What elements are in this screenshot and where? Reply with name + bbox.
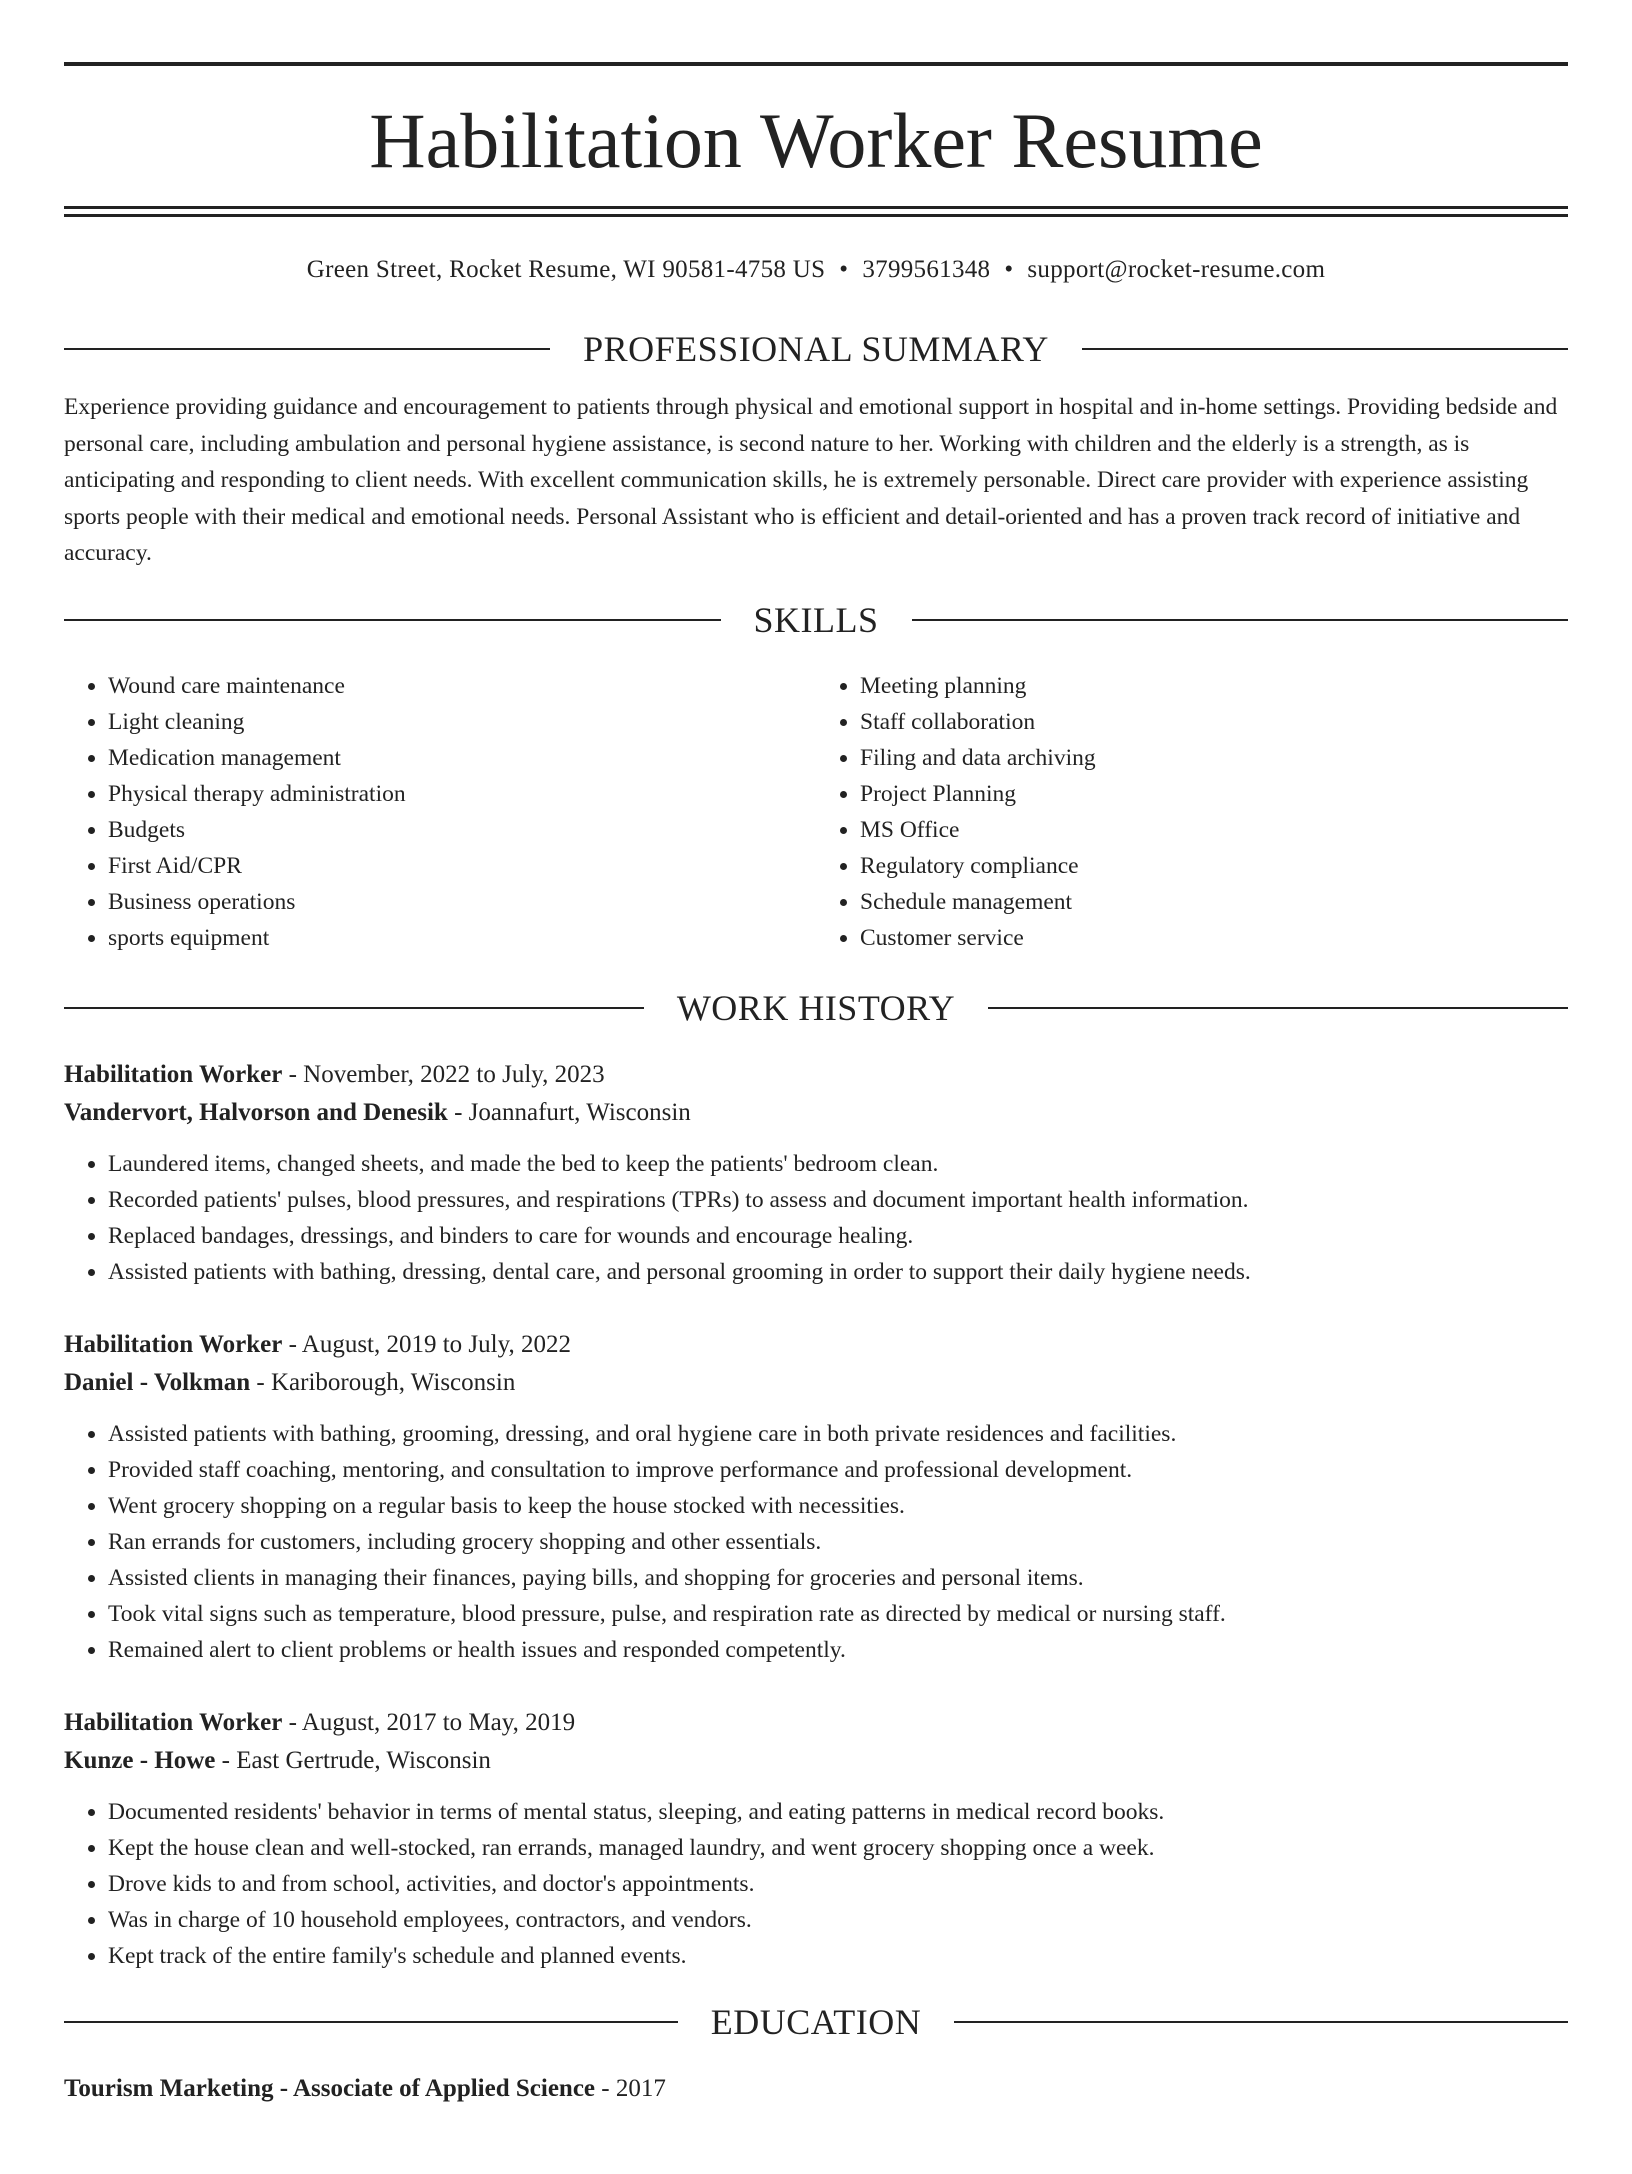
job-bullets [64, 1416, 1568, 1668]
resume-page [0, 62, 1632, 2174]
heading-rule [64, 2021, 678, 2023]
contact-line [64, 253, 1568, 287]
section-title: WORK HISTORY [676, 987, 956, 1028]
job-bullet: • Went grocery shopping on a regular basis to keep the house stocked with necessities. [108, 1488, 1568, 1524]
job-location: - East Gertrude, Wisconsin [215, 1746, 491, 1774]
skills-list-right [816, 668, 1568, 956]
skill-item: • Customer service [860, 920, 1568, 956]
skill-item: • Filing and data archiving [860, 740, 1568, 776]
job-employer-line [64, 1742, 1568, 1780]
job-bullet: • Drove kids to and from school, activities, and doctor's appointments. [108, 1866, 1568, 1902]
job-title-line [64, 1704, 1568, 1742]
skill-item: • Business operations [108, 884, 816, 920]
job-bullet: • Replaced bandages, dressings, and binders to care for wounds and encourage healing. [108, 1218, 1568, 1254]
job-employer: Vandervort, Halvorson and Denesik [64, 1098, 448, 1126]
skill-item: • First Aid/CPR [108, 848, 816, 884]
heading-rule [64, 1007, 644, 1009]
job-title-line [64, 1326, 1568, 1364]
skill-item: • Light cleaning [108, 704, 816, 740]
skill-item: • sports equipment [108, 920, 816, 956]
section-heading-education [64, 2000, 1568, 2044]
job-bullet: • Recorded patients' pulses, blood pressures, and respirations (TPRs) to assess and document important health information. [108, 1182, 1568, 1218]
skill-item: • Regulatory compliance [860, 848, 1568, 884]
job-dates: - August, 2017 to May, 2019 [282, 1708, 576, 1736]
section-title: PROFESSIONAL SUMMARY [583, 329, 1049, 369]
skill-item: • Medication management [108, 740, 816, 776]
title-double-rule [64, 206, 1568, 217]
job-bullet: • Provided staff coaching, mentoring, and consultation to improve performance and professional development. [108, 1452, 1568, 1488]
contact-separator: • [1004, 256, 1014, 283]
job-entry [64, 1056, 1568, 1290]
heading-rule [64, 348, 550, 350]
job-bullet: • Assisted clients in managing their finances, paying bills, and shopping for groceries and personal items. [108, 1560, 1568, 1596]
skill-item: • Physical therapy administration [108, 776, 816, 812]
section-heading-summary [64, 327, 1568, 371]
skill-item: • Wound care maintenance [108, 668, 816, 704]
skills-columns [64, 668, 1568, 956]
heading-rule [988, 1007, 1568, 1009]
skill-item: • Project Planning [860, 776, 1568, 812]
heading-rule [1082, 348, 1568, 350]
job-title-line [64, 1056, 1568, 1094]
education-entry [64, 2070, 1568, 2108]
section-heading-skills [64, 598, 1568, 642]
contact-email: support@rocket-resume.com [1027, 256, 1326, 283]
contact-separator: • [839, 256, 849, 283]
job-dates: - August, 2019 to July, 2022 [282, 1330, 571, 1358]
job-title: Habilitation Worker [64, 1060, 283, 1088]
top-rule [64, 62, 1568, 66]
job-dates: - November, 2022 to July, 2023 [282, 1060, 605, 1088]
section-title: EDUCATION [710, 2001, 922, 2042]
heading-rule [954, 2021, 1568, 2023]
education-year: - 2017 [595, 2074, 666, 2102]
skill-item: • Staff collaboration [860, 704, 1568, 740]
skill-item: • MS Office [860, 812, 1568, 848]
job-employer: Daniel - Volkman [64, 1368, 251, 1396]
section-title: SKILLS [753, 599, 879, 640]
job-employer-line [64, 1364, 1568, 1402]
heading-rule [912, 619, 1569, 621]
job-bullets [64, 1146, 1568, 1290]
job-bullet: • Assisted patients with bathing, grooming, dressing, and oral hygiene care in both private residences and facilities. [108, 1416, 1568, 1452]
job-bullet: • Laundered items, changed sheets, and made the bed to keep the patients' bedroom clean. [108, 1146, 1568, 1182]
education-degree: Tourism Marketing - Associate of Applied Science [64, 2074, 596, 2102]
job-bullet: • Documented residents' behavior in terms of mental status, sleeping, and eating patterns in medical record books. [108, 1794, 1568, 1830]
job-title: Habilitation Worker [64, 1330, 283, 1358]
resume-title: Habilitation Worker Resume [369, 97, 1263, 184]
skill-item: • Meeting planning [860, 668, 1568, 704]
job-bullet: • Took vital signs such as temperature, blood pressure, pulse, and respiration rate as directed by medical or nursing staff. [108, 1596, 1568, 1632]
job-employer: Kunze - Howe [64, 1746, 216, 1774]
job-entry [64, 1326, 1568, 1668]
job-title: Habilitation Worker [64, 1708, 283, 1736]
job-bullet: • Kept the house clean and well-stocked, ran errands, managed laundry, and went grocery shopping once a week. [108, 1830, 1568, 1866]
heading-rule [64, 619, 721, 621]
job-location: - Joannafurt, Wisconsin [447, 1098, 691, 1126]
job-bullet: • Remained alert to client problems or health issues and responded competently. [108, 1632, 1568, 1668]
skills-list-left [64, 668, 816, 956]
job-employer-line [64, 1094, 1568, 1132]
job-bullet: • Kept track of the entire family's schedule and planned events. [108, 1938, 1568, 1974]
skill-item: • Schedule management [860, 884, 1568, 920]
section-heading-work [64, 986, 1568, 1030]
job-bullet: • Was in charge of 10 household employees, contractors, and vendors. [108, 1902, 1568, 1938]
job-location: - Kariborough, Wisconsin [250, 1368, 516, 1396]
skill-item: • Budgets [108, 812, 816, 848]
contact-address: Green Street, Rocket Resume, WI 90581-4758 US [306, 256, 826, 283]
contact-phone: 3799561348 [862, 256, 991, 283]
job-bullets [64, 1794, 1568, 1974]
job-bullet: • Ran errands for customers, including grocery shopping and other essentials. [108, 1524, 1568, 1560]
summary-text: Experience providing guidance and encouragement to patients through physical and emotional support in hospital and in-home settings. Providing bedside and personal care, including ambulation and personal hygiene assistance, is second nature to her. Working with children and the elderly is a strength, as is anticipating and responding to client needs. With excellent communication skills, he is extremely personable. Direct care provider with experience assisting sports people with their medical and emotional needs. Personal Assistant who is efficient and detail-oriented and has a proven track record of initiative and accuracy. [64, 394, 1558, 566]
job-bullet: • Assisted patients with bathing, dressing, dental care, and personal grooming in order to support their daily hygiene needs. [108, 1254, 1568, 1290]
job-entry [64, 1704, 1568, 1974]
